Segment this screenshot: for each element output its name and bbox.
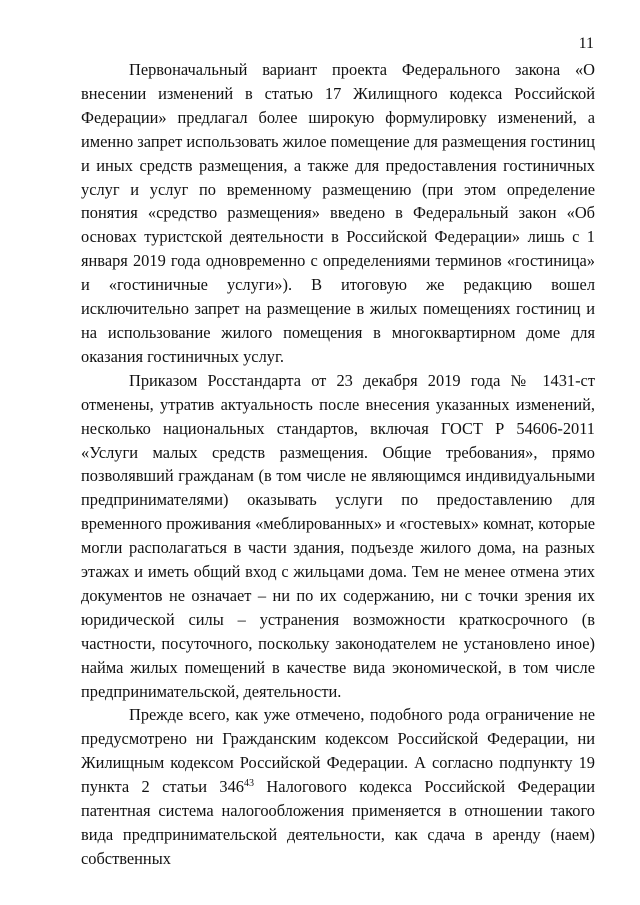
paragraph-2: Приказом Росстандарта от 23 декабря 2019 года № 1431-ст отменены, утратив актуальность после внесения указанных изменений, несколько национальных стандартов, включая ГОСТ Р 54606-2011 «Услуги малых средств размещения. Общие требования», прямо позволявший гражданам (в том числе не являющимся индивидуальными предпринимателями) оказывать услуги по предоставлению для временного проживания «меблированных» и «гостевых» комнат, которые могли располагаться в части здания, подъезде жилого дома, на разных этажах и иметь общий вход с жильцами дома. Тем не менее отмена этих документов не означает – ни по их содержанию, ни с точки зрения их юридической силы – устранения возможности краткосрочного (в частности, посуточного, поскольку законодателем не установлено иное) найма жилых помещений в качестве вида экономической, в том числе предпринимательской, деятельности.	[81, 370, 595, 701]
document-body	[81, 58, 595, 871]
page-number: 11	[578, 35, 594, 52]
paragraph-3	[81, 703, 595, 870]
paragraph-1: Первоначальный вариант проекта Федерального закона «О внесении изменений в статью 17 Жилищного кодекса Российской Федерации» предлагал более широкую формулировку изменений, а именно запрет использовать жилое помещение для размещения гостиниц и иных средств размещения, а также для предоставления гостиничных услуг и услуг по временному размещению (при этом определение понятия «средство размещения» введено в Федеральный закон «Об основах туристской деятельности в Российской Федерации» лишь с 1 января 2019 года одновременно с определениями терминов «гостиница» и «гостиничные услуги»). В итоговую же редакцию вошел исключительно запрет на размещение в жилых помещениях гостиниц и на использование жилого помещения в многоквартирном доме для оказания гостиничных услуг.	[81, 60, 595, 366]
paragraph-3-text-start: Прежде всего, как уже отмечено, подобного рода ограничение не предусмотрено ни Гражданским кодексом Российской Федерации, ни Жилищным кодексом Российской Федерации. А согласно подпункту 19 пункта 2 статьи 346	[81, 705, 595, 797]
paragraph-3-text-end: Налогового кодекса Российской Федерации патентная система налогообложения применяется в отношении такого вида предпринимательской деятельности, как сдача в аренду (наем) собственных	[81, 777, 595, 868]
footnote-reference[interactable]: 43	[243, 778, 254, 790]
